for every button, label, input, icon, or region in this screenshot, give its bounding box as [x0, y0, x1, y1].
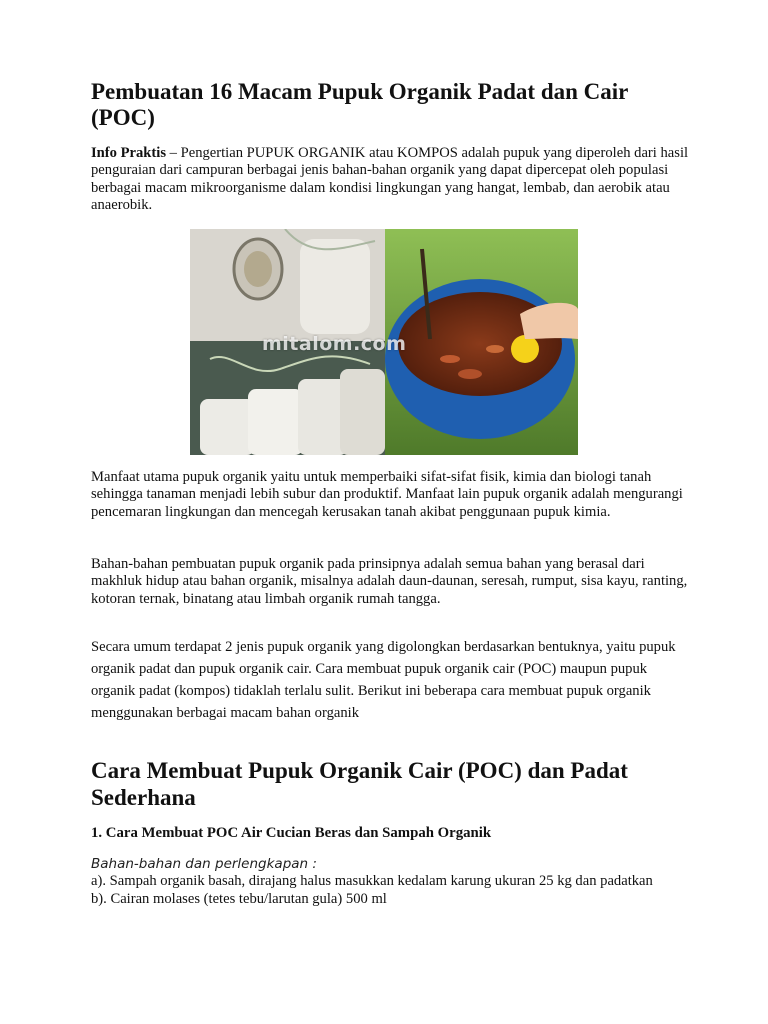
section-heading: Cara Membuat Pupuk Organik Cair (POC) dan Padat Sederhana	[91, 758, 628, 810]
paragraph-1: Manfaat utama pupuk organik yaitu untuk memperbaiki sifat-sifat fisik, kimia dan biologi tanah sehingga tanaman menjadi lebih subur dan produktif. Manfaat lain pupuk organik adalah mengurangi pencemaran lingkungan dan mencegah kerusakan tanah akibat penggunaan pupuk kimia.	[91, 469, 683, 520]
paragraph-materials	[91, 556, 691, 608]
paragraph-2: Bahan-bahan pembuatan pupuk organik pada prinsipnya adalah semua bahan yang berasal dari makhluk hidup atau bahan organik, misalnya adalah daun-daunan, seresah, rumput, sisa kayu, ranting, kotoran ternak, binatang atau limbah organik rumah tangga.	[91, 556, 688, 607]
page-title: Pembuatan 16 Macam Pupuk Organik Padat dan Cair (POC)	[91, 79, 628, 130]
paragraph-benefits	[91, 469, 691, 521]
materials-label: Bahan-bahan dan perlengkapan :	[91, 856, 317, 872]
image-watermark: mitalom.com	[262, 333, 407, 355]
list-item-a: a). Sampah organik basah, dirajang halus masukkan kedalam karung ukuran 25 kg dan padatkan	[91, 873, 653, 890]
intro-bold-label: Info Praktis	[91, 145, 166, 161]
subsection-heading: 1. Cara Membuat POC Air Cucian Beras dan Sampah Organik	[91, 825, 492, 841]
intro-paragraph	[91, 145, 691, 215]
paragraph-3: Secara umum terdapat 2 jenis pupuk organik yang digolongkan berdasarkan bentuknya, yaitu pupuk organik padat dan pupuk organik cair. Cara membuat pupuk organik cair (POC) maupun pupuk organik padat (kompos) tidaklah terlalu sulit. Berikut ini beberapa cara membuat pupuk organik menggunakan berbagai macam bahan organik	[91, 639, 676, 721]
intro-text: – Pengertian PUPUK ORGANIK atau KOMPOS adalah pupuk yang diperoleh dari hasil penguraian dari campuran berbagai jenis bahan-bahan organik yang dapat dipercepat oleh populasi berbagai macam mikroorganisme dalam kondisi lingkungan yang hangat, lembab, dan aerobik atau anaerobik.	[91, 145, 689, 214]
paragraph-types	[91, 636, 691, 724]
materials-list	[91, 856, 691, 908]
list-item-b: b). Cairan molases (tetes tebu/larutan gula) 500 ml	[91, 890, 387, 907]
